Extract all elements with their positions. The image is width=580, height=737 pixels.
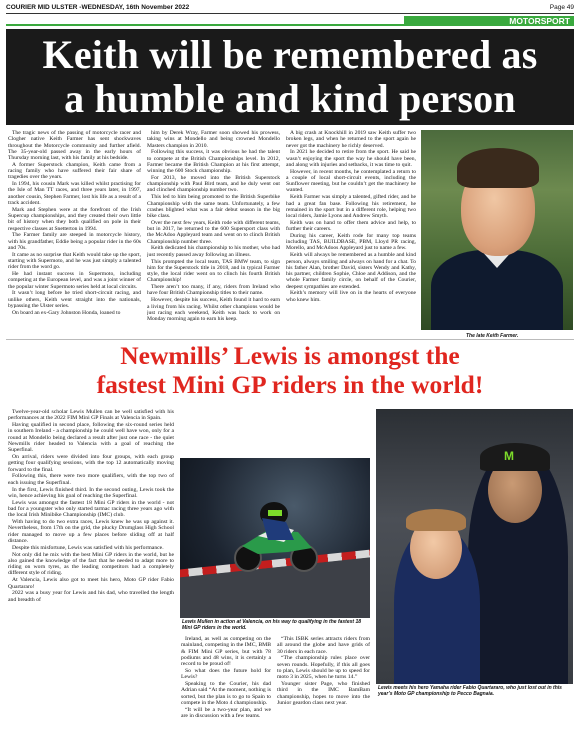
paragraph: On arrival, riders were divided into four groups, with each group getting four qualifying sessions, with the top 12 automatically moving forward to the final. — [8, 454, 174, 473]
story1-headline-line1: Keith will be remembered as — [42, 32, 538, 77]
photo-boy-hair — [406, 509, 466, 531]
photo-hair — [457, 148, 539, 188]
story2-column-2 — [181, 636, 271, 720]
paragraph: “This ISBK series attracts riders from all around the globe and have grids of 30 riders in each race. — [277, 636, 370, 655]
paragraph: Lewis was amongst the fastest 18 Mini GP riders in the world - not bad for a youngster who only started tarmac racing three years ago with the local Irish Minibike Championship (IMC) club. — [8, 499, 174, 519]
paragraph: Speaking to the Courier, his dad Adrian said “At the moment, nothing is sorted, but the plan is to go to Spain to compete in the Moto 4 championship. — [181, 681, 271, 706]
paragraph: Twelve-year-old scholar Lewis Mullen can be well satisfied with his performances at the 2022 FIM Mini GP Finals at Valencia in Spain. — [8, 409, 174, 422]
paragraph: There aren’t too many, if any, riders from Ireland who have four British Championship titles to their name. — [147, 284, 280, 297]
paragraph: Keith will always be remembered as a humble and kind person, always smiling and always on hand for a chat. To his father Alan, brother David, sisters Wendy and Kathy, his partner, children Sophie, Chloe and Addison, and the whole Farmer family circle, on behalf of the Courier, deepest sympathies are extended. — [286, 252, 416, 290]
paragraph: Over the next few years, Keith rode with different teams, but in 2017, he returned to the 600 Supersport class with the McAdoo Appleyard team and went on to clinch British Championship number three. — [147, 219, 280, 245]
paragraph: It wasn’t long before he tried short-circuit racing, and unlike others, Keith went straight into the nationals, bypassing the Ulster series. — [8, 290, 141, 309]
paragraph: In 2021 he decided to retire from the sport. He said he wasn’t enjoying the sport the way he should have been, and along with injuries and setbacks, it was time to quit. — [286, 149, 416, 168]
paragraph: However, despite his success, Keith found it hard to earn a living from his racing. Whilst other champions would be just racing each weekend, Keith was back to work on Monday morning again to earn his keep. — [147, 297, 280, 322]
story1-column-3 — [286, 130, 416, 335]
story2-headline-line2: fastest Mini GP riders in the world! — [96, 370, 484, 399]
paragraph: Following this success, it was obvious he had the talent to compete at the British Championships level. In 2012, Farmer became the British Champion at his first attempt, winning the 600 Stock championship. — [147, 149, 280, 175]
lewis-racing-photo — [180, 458, 370, 618]
paragraph: him by Derek Wray, Farmer soon showed his prowess, taking wins at Mondello and being crowned Mondello Masters champion in 2010. — [147, 130, 280, 149]
paragraph: Following this, there were two more qualifiers, with the top two of each issuing the Superfinal. — [8, 473, 174, 486]
paragraph: During his career, Keith rode for many top teams including TAS, BUILDBASE, PBM, Lloyd PR racing, Morello, and McAdoos Appleyard just to name a few. — [286, 232, 416, 252]
paragraph: “The championship rules place over seven rounds. Hopefully, if this all goes to plan, Lewis should be up to speed for moto 3 in 2025, when he turns 14.” — [277, 655, 370, 681]
section-rule — [6, 24, 404, 26]
paragraph: With having to do two extra races, Lewis knew he was up against it. Nevertheless, from 17th on the grid, the plucky Drumglass High School rider managed to move up a few places before sliding off at half distance. — [8, 519, 174, 544]
lewis-and-fabio-photo — [376, 409, 573, 684]
paragraph: Keith dedicated his championship to his mother, who had just recently passed away following an illness. — [147, 245, 280, 258]
lewis-fabio-caption: Lewis meets his hero Yamaha rider Fabio Quartararo, who just lost out in this year’s Moto GP championship to Pecco Bagnaia. — [378, 685, 562, 697]
story2-column-1 — [8, 409, 174, 737]
story2-column-3 — [277, 636, 370, 707]
photo-rider-cap — [480, 443, 550, 471]
paragraph: Keith’s memory will live on in the hearts of everyone who knew him. — [286, 290, 416, 303]
keith-farmer-photo — [421, 130, 573, 330]
story1-column-2 — [147, 130, 280, 335]
story1-headline — [6, 29, 574, 125]
paragraph: “It will be a two-year plan, and we are in discussion with a few teams. — [181, 706, 271, 720]
paragraph: Younger sister Page, who finished third in the IMC BamBam championship, hopes to move into the Junior geardon class next year. — [277, 681, 370, 706]
story2-headline — [10, 341, 570, 399]
page-number: Page 49 — [549, 3, 574, 11]
paragraph: This prompted the local team, TAS BMW team, to sign him for the Superstock title in 2018, and in typical Farmer style, the local rider went on to clinch his fourth British Championship! — [147, 258, 280, 284]
lewis-racing-caption: Lewis Mullen in action at Valencia, on his way to qualifying in the fastest 18 Mini GP riders in the world. — [182, 619, 362, 631]
masthead — [6, 2, 574, 12]
paragraph: Not only did he mix with the best Mini GP riders in the world, but he also gained the knowledge of the fact that he needed to adapt more to riding on worn tyres, as the leading competitors had a completely different style of riding. — [8, 551, 174, 577]
story1-column-1 — [8, 130, 141, 335]
minibike-icon — [228, 496, 324, 574]
paragraph: However, in recent months, he contemplated a return to a couple of local short-circuit events, including the Sunflower meeting, but he couldn’t get the machinery he wanted. — [286, 168, 416, 194]
paragraph: This led to him being promoted to the British Superbike Championship with the same team. Unfortunately, a few crashes blighted what was a fair debut season in the big bike class. — [147, 194, 280, 220]
story2-headline-line1: Newmills’ Lewis is amongst the — [120, 341, 460, 370]
paragraph: Keith was on hand to offer them advice and help, to further their careers. — [286, 219, 416, 233]
paragraph: At Valencia, Lewis also got to meet his hero, Moto GP rider Fabio Quartararo! — [8, 577, 174, 590]
paragraph: Mark and Stephen were at the forefront of the Irish Supercup championships, and they created their own little bit of history when they both qualified on pole in their respective classes at Snetterton in 1994. — [8, 206, 141, 232]
paragraph: In the first, Lewis finished third. In the second outing, Lewis took the win, hence achieving his goal of reaching the Superfinal. — [8, 486, 174, 499]
story1-headline-line2: a humble and kind person — [64, 76, 516, 121]
monster-logo-icon: M — [504, 449, 514, 463]
paragraph: In 1994, his cousin Mark was killed whilst practising for the Isle of Man TT races, and three years later, in 1997, another cousin, Stephen Farmer, lost his life as a result of a track accident. — [8, 181, 141, 206]
paragraph: A former Superstock champion, Keith came from a racing family who have suffered their fair share of tragedies over the years. — [8, 161, 141, 181]
paragraph: Having qualified in second place, following the six-round series held in southern Ireland - a championship he could well have won, only for a round at Mondello being declared a result after just one race - the quiet Newmills rider headed to Valencia with a goal of reaching the Superfinal. — [8, 422, 174, 454]
paragraph: For 2013, he moved into the British Superstock championship with Paul Bird team, and he duly went out and clinched championship number two. — [147, 174, 280, 194]
paragraph: Despite this misfortune, Lewis was satisfied with his performance. — [12, 544, 164, 551]
section-label: MOTORSPORT — [509, 16, 570, 26]
masthead-rule — [6, 13, 574, 14]
paragraph: The Farmer family are steeped in motorcycle history, with his grandfather, Eddie being a popular rider in the 60s and 70s. — [8, 232, 141, 251]
paragraph: It came as no surprise that Keith would take up the sport, starting with Supermoto, and he was just simply a talented rider from the word go. — [8, 251, 141, 271]
keith-photo-caption: The late Keith Farmer. — [466, 333, 519, 339]
story-divider — [6, 339, 574, 340]
paragraph: Ireland, as well as competing on the mainland, competing in the IMC, BMB & FIM Mini GP series, but with 78 podiums and 48 wins, it is certainly a record to be proud of! — [181, 636, 271, 668]
paragraph: On board an ex-Gary Johnston Honda, loaned to — [12, 309, 121, 316]
section-bar — [6, 16, 574, 26]
paragraph: The tragic news of the passing of motorcycle racer and Clogher native Keith Farmer has sent shockwaves throughout the Motorcycle community and further afield. The 35-year-old passed away in the early hours of Thursday morning last, with his family at his bedside. — [8, 130, 141, 161]
paragraph: 2022 was a busy year for Lewis and his dad, who travelled the length and breadth of — [8, 590, 174, 603]
paragraph: So what does the future hold for Lewis? — [181, 667, 271, 681]
paragraph: Keith Farmer was simply a talented, gifted rider, and he had a great fan base. Following his retirement, he remained in the sport but in a different role, helping two local riders, Jamie Lyons and Andrew Smyth. — [286, 194, 416, 220]
paragraph: A big crash at Knockhill in 2019 saw Keith suffer two broken legs, and when he returned to the sport again he never got the machinery he richly deserved. — [286, 130, 416, 149]
paper-dateline: COURIER MID ULSTER -WEDNESDAY, 16th November 2022 — [6, 3, 190, 11]
paragraph: He had instant success in Supermoto, including competing at the European level, and was a joint winner of the popular winter Supermoto series held at local circuits. — [8, 271, 141, 290]
